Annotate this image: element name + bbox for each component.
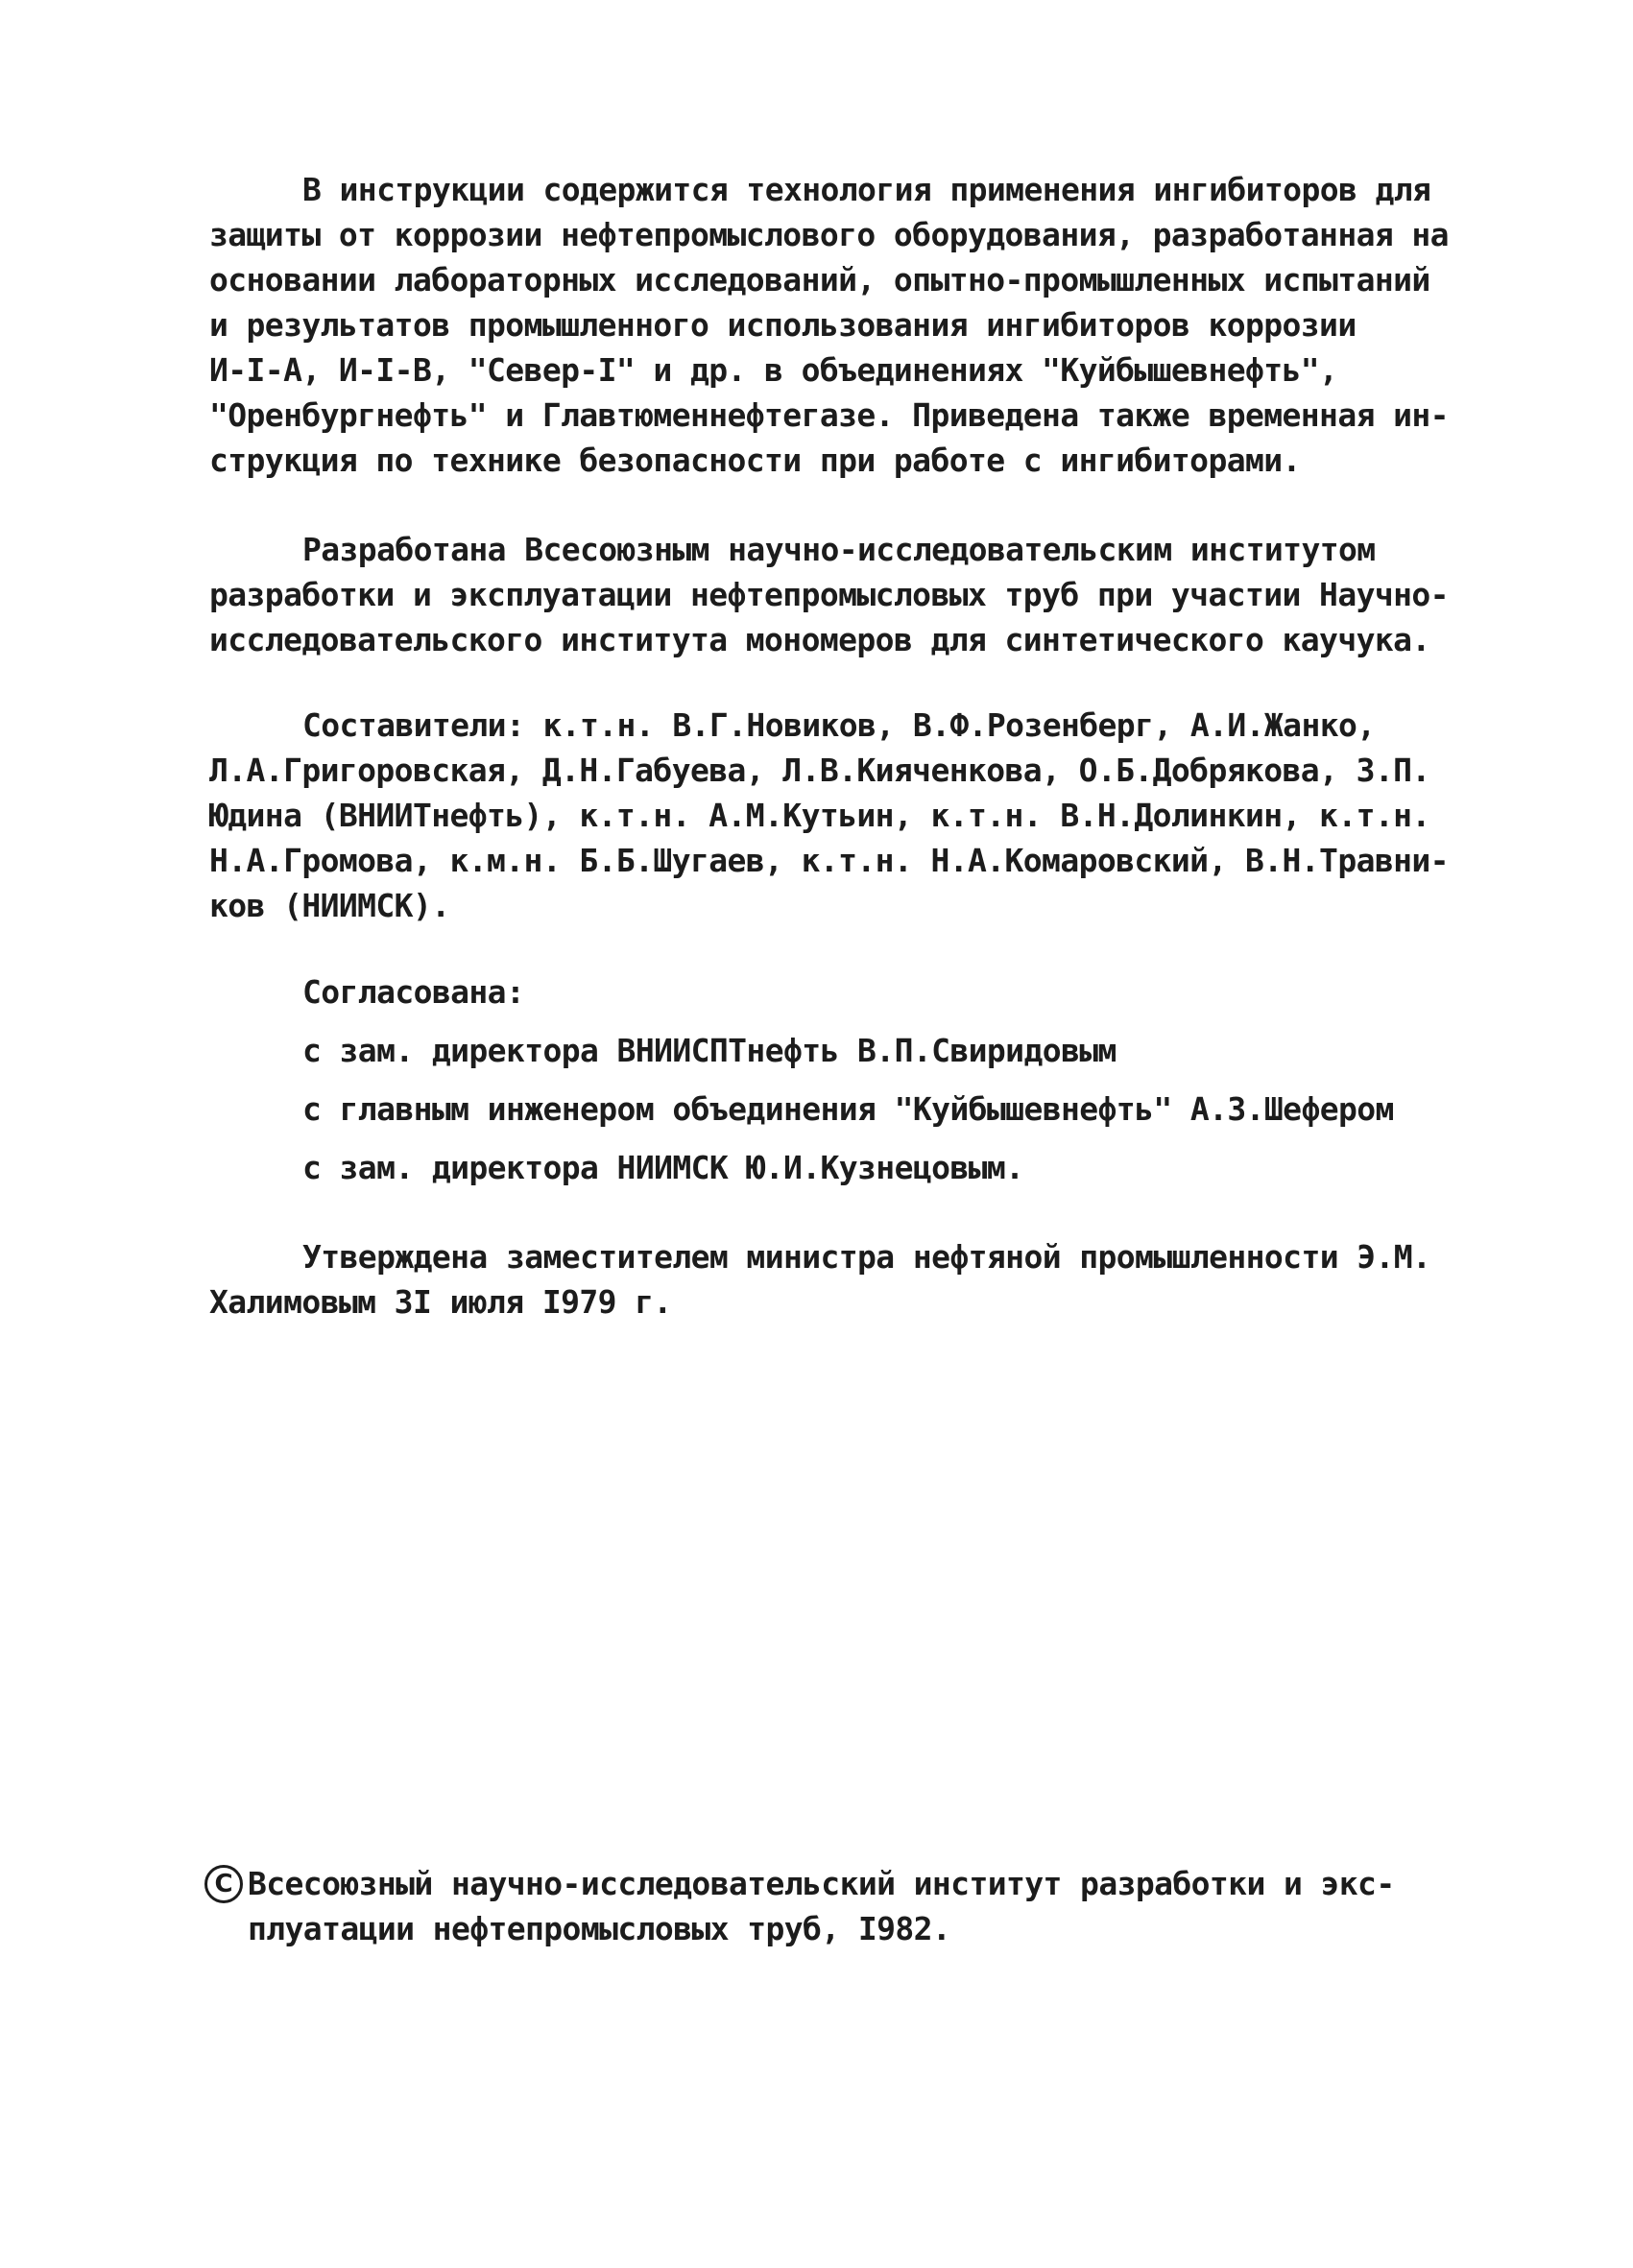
authors-line: Юдина (ВНИИТнефть), к.т.н. А.М.Кутьин, к.т.н. В.Н.Долинкин, к.т.н. <box>209 797 1430 834</box>
agreed-item: с зам. директора ВНИИСПТнефть В.П.Свиридовым <box>302 1032 1117 1069</box>
authors-line: Н.А.Громова, к.м.н. Б.Б.Шугаев, к.т.н. Н.А.Комаровский, В.Н.Травни- <box>209 842 1449 879</box>
copyright-icon: C <box>204 1865 243 1903</box>
abstract-line: защиты от коррозии нефтепромыслового оборудования, разработанная на <box>209 216 1449 253</box>
approved-line: Халимовым 3I июля I979 г. <box>209 1283 672 1321</box>
abstract-line: В инструкции содержится технология применения ингибиторов для <box>302 171 1431 208</box>
agreed-heading: Согласована: <box>302 973 525 1011</box>
authors-line: ков (НИИМСК). <box>209 887 450 924</box>
developer-line: исследовательского института мономеров для синтетического каучука. <box>209 621 1430 658</box>
abstract-line: и результатов промышленного использования ингибиторов коррозии <box>209 306 1357 344</box>
abstract-line: "Оренбургнефть" и Главтюменнефтегазе. Приведена также временная ин- <box>209 396 1449 434</box>
agreed-item: с главным инженером объединения "Куйбышевнефть" А.З.Шефером <box>302 1090 1394 1128</box>
authors-line: Л.А.Григоровская, Д.Н.Габуева, Л.В.Киячeнкова, О.Б.Добрякова, З.П. <box>209 752 1430 789</box>
authors-line: Составители: к.т.н. В.Г.Новиков, В.Ф.Розенберг, А.И.Жанко, <box>302 706 1376 744</box>
developer-line: Разработана Всесоюзным научно-исследовательским институтом <box>302 531 1376 568</box>
abstract-line: основании лабораторных исследований, опытно-промышленных испытаний <box>209 261 1430 298</box>
abstract-line: И-I-А, И-I-В, "Север-I" и др. в объединениях "Куйбышевнефть", <box>209 351 1338 389</box>
abstract-line: струкция по технике безопасности при работе с ингибиторами. <box>209 442 1301 479</box>
copyright-line: плуатации нефтепромысловых труб, I982. <box>248 1910 951 1947</box>
agreed-item: с зам. директора НИИМСК Ю.И.Кузнецовым. <box>302 1149 1024 1186</box>
developer-line: разработки и эксплуатации нефтепромысловых труб при участии Научно- <box>209 576 1449 613</box>
copyright-line: Всесоюзный научно-исследовательский институт разработки и экс- <box>248 1865 1395 1902</box>
approved-line: Утверждена заместителем министра нефтяной промышленности Э.М. <box>302 1238 1431 1276</box>
